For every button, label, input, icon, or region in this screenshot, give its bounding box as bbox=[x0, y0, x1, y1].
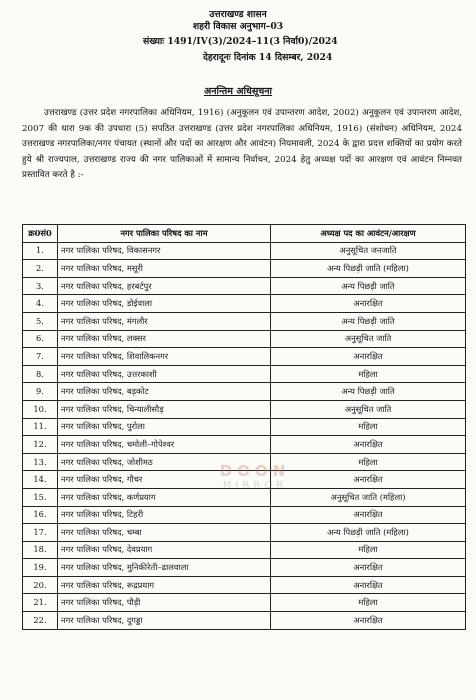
serial-cell: 4. bbox=[23, 295, 58, 313]
allocation-cell: महिला bbox=[271, 365, 466, 383]
allocation-cell: अनुसूचित जाति (महिला) bbox=[271, 488, 466, 506]
allocation-cell: अन्य पिछड़ी जाति (महिला) bbox=[271, 260, 466, 278]
council-name-cell: नगर पालिका परिषद, विकासनगर bbox=[58, 242, 271, 260]
allocation-cell: अनारक्षित bbox=[271, 612, 466, 630]
table-row bbox=[23, 576, 466, 594]
table-row bbox=[23, 612, 466, 630]
letter-number: संख्याः 1491/IV(3)/2024–11(3 निर्वा0)/2024 bbox=[143, 36, 338, 47]
serial-cell: 19. bbox=[23, 559, 58, 577]
serial-cell: 20. bbox=[23, 576, 58, 594]
notice-heading: अनन्तिम अधिसूचना bbox=[203, 86, 273, 97]
serial-cell: 8. bbox=[23, 365, 58, 383]
table-row bbox=[23, 312, 466, 330]
table-row bbox=[23, 436, 466, 454]
council-name-cell: नगर पालिका परिषद, उत्तरकाशी bbox=[58, 365, 271, 383]
council-name-cell: नगर पालिका परिषद, लक्सर bbox=[58, 330, 271, 348]
allocation-cell: अनारक्षित bbox=[271, 471, 466, 489]
serial-cell: 7. bbox=[23, 348, 58, 366]
table-row bbox=[23, 383, 466, 401]
serial-cell: 13. bbox=[23, 453, 58, 471]
table-row bbox=[23, 506, 466, 524]
allocation-cell: अन्य पिछड़ी जाति bbox=[271, 277, 466, 295]
council-name-cell: नगर पालिका परिषद, चमोली–गोपेश्वर bbox=[58, 436, 271, 454]
allocation-cell: महिला bbox=[271, 541, 466, 559]
table-row bbox=[23, 471, 466, 489]
council-name-cell: नगर पालिका परिषद, चिन्यालीसौड़ bbox=[58, 400, 271, 418]
notice-heading-wrap bbox=[0, 84, 476, 97]
header-government: उत्तराखण्ड शासन bbox=[209, 9, 267, 20]
council-name-cell: नगर पालिका परिषद, रूद्रप्रयाग bbox=[58, 576, 271, 594]
serial-cell: 1. bbox=[23, 242, 58, 260]
council-name-cell: नगर पालिका परिषद, हरबर्टपुर bbox=[58, 277, 271, 295]
serial-cell: 16. bbox=[23, 506, 58, 524]
council-name-cell: नगर पालिका परिषद, बड़कोट bbox=[58, 383, 271, 401]
council-name-cell: नगर पालिका परिषद, टिहरी bbox=[58, 506, 271, 524]
watermark-line2: MIRROR bbox=[222, 480, 288, 491]
council-name-cell: नगर पालिका परिषद, जोशीमठ bbox=[58, 453, 271, 471]
serial-cell: 2. bbox=[23, 260, 58, 278]
council-name-cell: नगर पालिका परिषद, मसूरी bbox=[58, 260, 271, 278]
table-row bbox=[23, 524, 466, 542]
table-row bbox=[23, 277, 466, 295]
allocation-cell: अनारक्षित bbox=[271, 295, 466, 313]
council-name-cell: नगर पालिका परिषद, गौचर bbox=[58, 471, 271, 489]
council-name-cell: नगर पालिका परिषद, मंगलौर bbox=[58, 312, 271, 330]
allocation-cell: अनुसूचित जनजाति bbox=[271, 242, 466, 260]
allocation-cell: अनारक्षित bbox=[271, 576, 466, 594]
table-row bbox=[23, 365, 466, 383]
council-name-cell: नगर पालिका परिषद, कर्णप्रयाग bbox=[58, 488, 271, 506]
allocation-cell: अनारक्षित bbox=[271, 348, 466, 366]
header-council-name: नगर पालिका परिषद का नाम bbox=[58, 225, 271, 243]
table-row bbox=[23, 559, 466, 577]
council-name-cell: नगर पालिका परिषद, पुरोला bbox=[58, 418, 271, 436]
table-row bbox=[23, 260, 466, 278]
serial-cell: 21. bbox=[23, 594, 58, 612]
allocation-cell: अनारक्षित bbox=[271, 506, 466, 524]
allocation-cell: महिला bbox=[271, 453, 466, 471]
serial-cell: 9. bbox=[23, 383, 58, 401]
serial-cell: 17. bbox=[23, 524, 58, 542]
council-name-cell: नगर पालिका परिषद, मुनिकीरेती–ढालवाला bbox=[58, 559, 271, 577]
allocation-cell: अन्य पिछड़ी जाति bbox=[271, 383, 466, 401]
watermark-line1: DOON bbox=[219, 462, 291, 480]
table-row bbox=[23, 488, 466, 506]
serial-cell: 12. bbox=[23, 436, 58, 454]
serial-cell: 15. bbox=[23, 488, 58, 506]
table-row bbox=[23, 453, 466, 471]
allocation-cell: महिला bbox=[271, 418, 466, 436]
table-row bbox=[23, 594, 466, 612]
table-row bbox=[23, 541, 466, 559]
table-row bbox=[23, 400, 466, 418]
table-row bbox=[23, 348, 466, 366]
serial-cell: 5. bbox=[23, 312, 58, 330]
allocation-cell: अनुसूचित जाति bbox=[271, 330, 466, 348]
table-row bbox=[23, 330, 466, 348]
letter-date: देहरादूनः दिनांक 14 दिसम्बर, 2024 bbox=[203, 52, 333, 63]
council-name-cell: नगर पालिका परिषद, शिवालिकनगर bbox=[58, 348, 271, 366]
table-row bbox=[23, 242, 466, 260]
serial-cell: 14. bbox=[23, 471, 58, 489]
allocation-cell: अनुसूचित जाति bbox=[271, 400, 466, 418]
council-name-cell: नगर पालिका परिषद, पौड़ी bbox=[58, 594, 271, 612]
council-name-cell: नगर पालिका परिषद, चम्बा bbox=[58, 524, 271, 542]
serial-cell: 6. bbox=[23, 330, 58, 348]
allocation-cell: अनारक्षित bbox=[271, 559, 466, 577]
header-department: शहरी विकास अनुभाग–03 bbox=[192, 21, 284, 32]
allocation-cell: अनारक्षित bbox=[271, 436, 466, 454]
serial-cell: 11. bbox=[23, 418, 58, 436]
notice-paragraph: उत्तराखण्ड (उत्तर प्रदेश नगरपालिका अधिनियम, 1916) (अनुकूलन एवं उपान्तरण आदेश, 2002) अनुकूलन एवं उपान्तरण आदेश, 2007 की धारा 9क की उपधारा (5) सपठित उत्तराखण्ड (उत्तर प्रदेश नगरपालिका अधिनियम, 1916) (संशोधन) अधिनियम, 2024 उत्तराखण्ड नगरपालिका/नगर पंचायत (स्थानों और पदों का आरक्षण और आवंटन) नियमावली, 2024 के द्वारा प्रदत्त शक्तियों का प्रयोग करते हुये श्री राज्यपाल, उत्तराखण्ड राज्य की नगर पालिकाओं में सामान्य निर्वाचन, 2024 हेतु अध्यक्ष पदों का आरक्षण एवं आवंटन निम्नवत प्रस्तावित करते है :- bbox=[22, 108, 462, 181]
allocation-cell: महिला bbox=[271, 594, 466, 612]
serial-cell: 22. bbox=[23, 612, 58, 630]
reservation-table bbox=[22, 224, 466, 630]
header-serial: क्र0सं0 bbox=[23, 225, 58, 243]
serial-cell: 18. bbox=[23, 541, 58, 559]
allocation-cell: अन्य पिछड़ी जाति (महिला) bbox=[271, 524, 466, 542]
table-header-row bbox=[23, 225, 466, 243]
serial-cell: 3. bbox=[23, 277, 58, 295]
header-allocation: अध्यक्ष पद का आवंटन/आरक्षण bbox=[271, 225, 466, 243]
council-name-cell: नगर पालिका परिषद, डोईवाला bbox=[58, 295, 271, 313]
council-name-cell: नगर पालिका परिषद, दुगड्डा bbox=[58, 612, 271, 630]
serial-cell: 10. bbox=[23, 400, 58, 418]
allocation-cell: अन्य पिछड़ी जाति bbox=[271, 312, 466, 330]
table-row bbox=[23, 418, 466, 436]
council-name-cell: नगर पालिका परिषद, देवप्रयाग bbox=[58, 541, 271, 559]
table-row bbox=[23, 295, 466, 313]
